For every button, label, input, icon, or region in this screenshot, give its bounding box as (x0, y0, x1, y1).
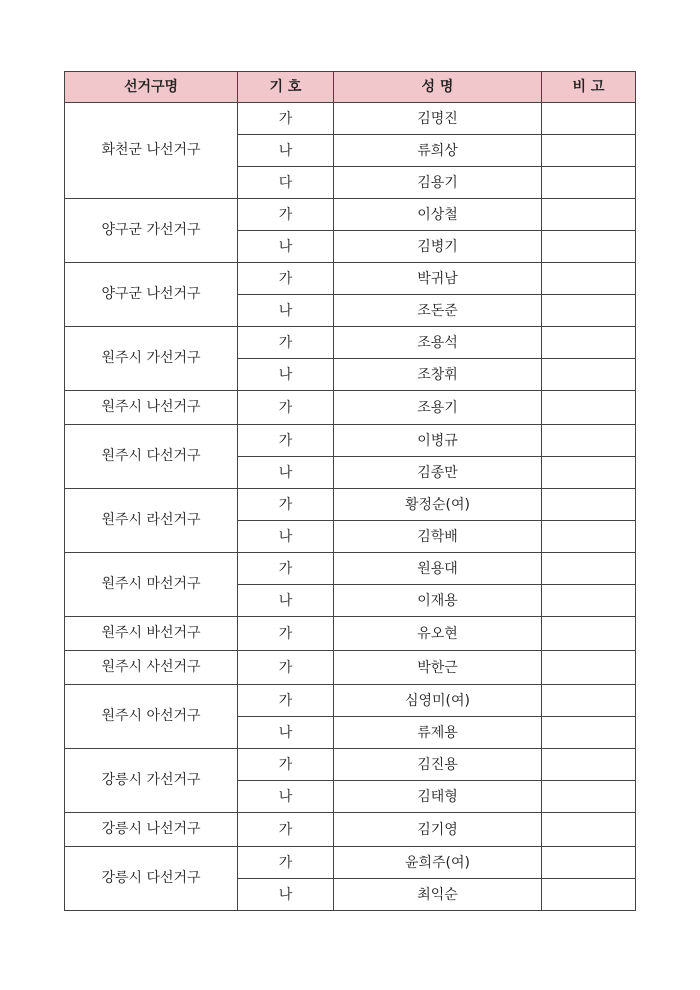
symbol-cell: 가 (238, 847, 334, 879)
candidate-table (64, 71, 636, 911)
note-cell (542, 327, 636, 359)
candidate-name-cell: 조돈준 (334, 295, 542, 327)
district-cell: 원주시 라선거구 (65, 489, 238, 553)
district-cell: 원주시 나선거구 (65, 391, 238, 425)
note-cell (542, 103, 636, 135)
header-name: 성 명 (334, 72, 542, 103)
district-cell: 원주시 아선거구 (65, 685, 238, 749)
district-cell: 강릉시 가선거구 (65, 749, 238, 813)
symbol-cell: 가 (238, 263, 334, 295)
candidate-name-cell: 류희상 (334, 135, 542, 167)
symbol-cell: 나 (238, 135, 334, 167)
candidate-name-cell: 조용석 (334, 327, 542, 359)
table-body (65, 103, 636, 911)
note-cell (542, 521, 636, 553)
candidate-name-cell: 김용기 (334, 167, 542, 199)
district-cell: 강릉시 나선거구 (65, 813, 238, 847)
candidate-name-cell: 윤희주(여) (334, 847, 542, 879)
symbol-cell: 나 (238, 521, 334, 553)
table-row (65, 813, 636, 847)
note-cell (542, 717, 636, 749)
note-cell (542, 359, 636, 391)
table-row (65, 553, 636, 585)
candidate-name-cell: 조창휘 (334, 359, 542, 391)
header-symbol: 기 호 (238, 72, 334, 103)
note-cell (542, 685, 636, 717)
note-cell (542, 135, 636, 167)
symbol-cell: 다 (238, 167, 334, 199)
symbol-cell: 나 (238, 295, 334, 327)
symbol-cell: 나 (238, 879, 334, 911)
note-cell (542, 425, 636, 457)
note-cell (542, 199, 636, 231)
symbol-cell: 가 (238, 425, 334, 457)
header-row (65, 72, 636, 103)
note-cell (542, 489, 636, 521)
candidate-name-cell: 김종만 (334, 457, 542, 489)
note-cell (542, 749, 636, 781)
candidate-name-cell: 류제용 (334, 717, 542, 749)
candidate-name-cell: 박귀남 (334, 263, 542, 295)
header-district: 선거구명 (65, 72, 238, 103)
symbol-cell: 나 (238, 781, 334, 813)
note-cell (542, 617, 636, 651)
note-cell (542, 263, 636, 295)
note-cell (542, 231, 636, 263)
candidate-name-cell: 김진용 (334, 749, 542, 781)
note-cell (542, 879, 636, 911)
candidate-name-cell: 김기영 (334, 813, 542, 847)
note-cell (542, 295, 636, 327)
table-row (65, 489, 636, 521)
symbol-cell: 가 (238, 651, 334, 685)
district-cell: 화천군 나선거구 (65, 103, 238, 199)
note-cell (542, 457, 636, 489)
symbol-cell: 가 (238, 685, 334, 717)
note-cell (542, 651, 636, 685)
district-cell: 원주시 다선거구 (65, 425, 238, 489)
candidate-name-cell: 김학배 (334, 521, 542, 553)
note-cell (542, 813, 636, 847)
candidate-name-cell: 이재용 (334, 585, 542, 617)
district-cell: 원주시 사선거구 (65, 651, 238, 685)
note-cell (542, 585, 636, 617)
table-row (65, 327, 636, 359)
table-row (65, 749, 636, 781)
district-cell: 원주시 바선거구 (65, 617, 238, 651)
district-cell: 양구군 가선거구 (65, 199, 238, 263)
table-row (65, 103, 636, 135)
candidate-name-cell: 박한근 (334, 651, 542, 685)
table-row (65, 617, 636, 651)
candidate-name-cell: 이병규 (334, 425, 542, 457)
district-cell: 원주시 마선거구 (65, 553, 238, 617)
symbol-cell: 가 (238, 553, 334, 585)
symbol-cell: 가 (238, 199, 334, 231)
note-cell (542, 553, 636, 585)
table-row (65, 199, 636, 231)
candidate-name-cell: 김태형 (334, 781, 542, 813)
symbol-cell: 나 (238, 585, 334, 617)
candidate-name-cell: 최익순 (334, 879, 542, 911)
district-cell: 강릉시 다선거구 (65, 847, 238, 911)
symbol-cell: 가 (238, 103, 334, 135)
table-row (65, 847, 636, 879)
candidate-name-cell: 김병기 (334, 231, 542, 263)
table-row (65, 391, 636, 425)
table-row (65, 685, 636, 717)
symbol-cell: 가 (238, 489, 334, 521)
candidate-name-cell: 원용대 (334, 553, 542, 585)
symbol-cell: 나 (238, 717, 334, 749)
table-header (65, 72, 636, 103)
candidate-name-cell: 김명진 (334, 103, 542, 135)
symbol-cell: 나 (238, 231, 334, 263)
district-cell: 양구군 나선거구 (65, 263, 238, 327)
symbol-cell: 나 (238, 359, 334, 391)
table-row (65, 651, 636, 685)
symbol-cell: 가 (238, 749, 334, 781)
table-row (65, 263, 636, 295)
header-note: 비 고 (542, 72, 636, 103)
symbol-cell: 가 (238, 617, 334, 651)
candidate-name-cell: 황정순(여) (334, 489, 542, 521)
candidate-name-cell: 이상철 (334, 199, 542, 231)
note-cell (542, 167, 636, 199)
note-cell (542, 847, 636, 879)
note-cell (542, 391, 636, 425)
symbol-cell: 가 (238, 391, 334, 425)
table-row (65, 425, 636, 457)
district-cell: 원주시 가선거구 (65, 327, 238, 391)
symbol-cell: 나 (238, 457, 334, 489)
symbol-cell: 가 (238, 327, 334, 359)
candidate-name-cell: 유오현 (334, 617, 542, 651)
candidate-name-cell: 심영미(여) (334, 685, 542, 717)
symbol-cell: 가 (238, 813, 334, 847)
candidate-name-cell: 조용기 (334, 391, 542, 425)
note-cell (542, 781, 636, 813)
